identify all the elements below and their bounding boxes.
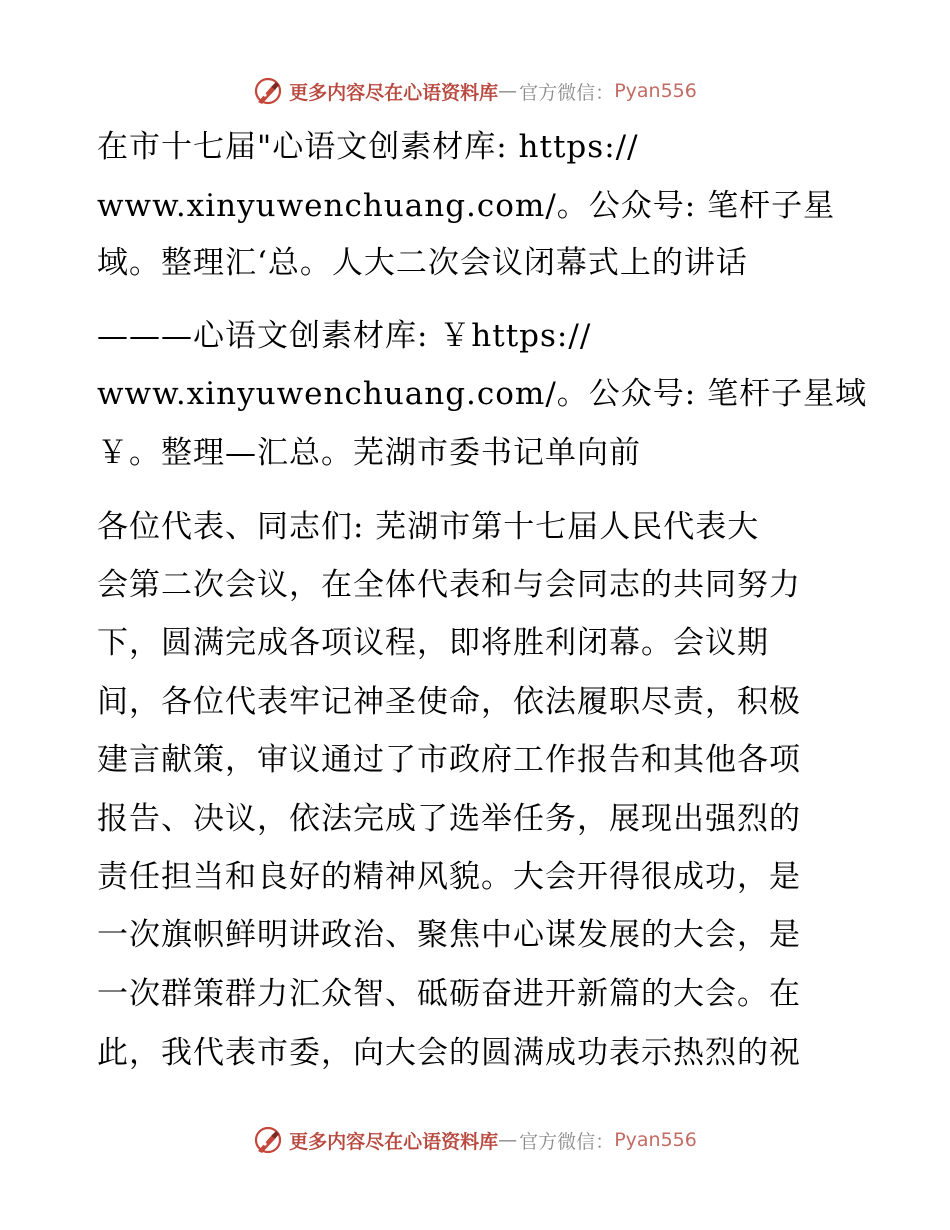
doc-line: 各位代表、同志们: 芜湖市第十七届人民代表大	[97, 509, 760, 545]
banner-separator: —	[498, 1129, 518, 1151]
doc-line: 一次旗帜鲜明讲政治、聚焦中心谋发展的大会，是	[97, 917, 801, 953]
official-label: 官方微信：	[519, 1130, 615, 1153]
doc-line: 责任担当和良好的精神风貌。大会开得很成功，是	[97, 859, 801, 895]
promo-text: 更多内容尽在心语资料库	[289, 81, 499, 104]
doc-line: 此，我代表市委，向大会的圆满成功表示热烈的祝	[97, 1035, 801, 1071]
doc-line: www.xinyuwenchuang.com/。公众号: 笔杆子星域	[97, 376, 868, 412]
doc-line: 域。整理汇‘总。人大二次会议闭幕式上的讲话	[97, 245, 748, 281]
wechat-account: Pyan556	[614, 1129, 697, 1151]
doc-line: www.xinyuwenchuang.com/。公众号: 笔杆子星	[97, 188, 836, 224]
doc-line: 会第二次会议，在全体代表和与会同志的共同努力	[97, 567, 801, 603]
doc-line: 下，圆满完成各项议程，即将胜利闭幕。会议期	[97, 625, 769, 661]
doc-line: ￥。整理—汇总。芜湖市委书记单向前	[97, 435, 641, 471]
pen-logo-icon	[253, 76, 283, 106]
pen-logo-icon	[253, 1125, 283, 1155]
doc-line: 在市十七届"心语文创素材库: https://	[97, 129, 639, 165]
promo-text: 更多内容尽在心语资料库	[289, 1130, 499, 1153]
doc-line: 建言献策，审议通过了市政府工作报告和其他各项	[97, 742, 801, 778]
banner-separator: —	[498, 80, 518, 102]
doc-line: 间，各位代表牢记神圣使命，依法履职尽责，积极	[97, 684, 801, 720]
doc-line: 一次群策群力汇众智、砥砺奋进开新篇的大会。在	[97, 976, 801, 1012]
doc-line: ———心语文创素材库: ￥https://	[97, 318, 592, 354]
wechat-account: Pyan556	[614, 80, 697, 102]
footer-banner	[0, 1120, 950, 1160]
header-banner	[0, 71, 950, 111]
doc-line: 报告、决议，依法完成了选举任务，展现出强烈的	[97, 801, 801, 837]
official-label: 官方微信：	[519, 81, 615, 104]
